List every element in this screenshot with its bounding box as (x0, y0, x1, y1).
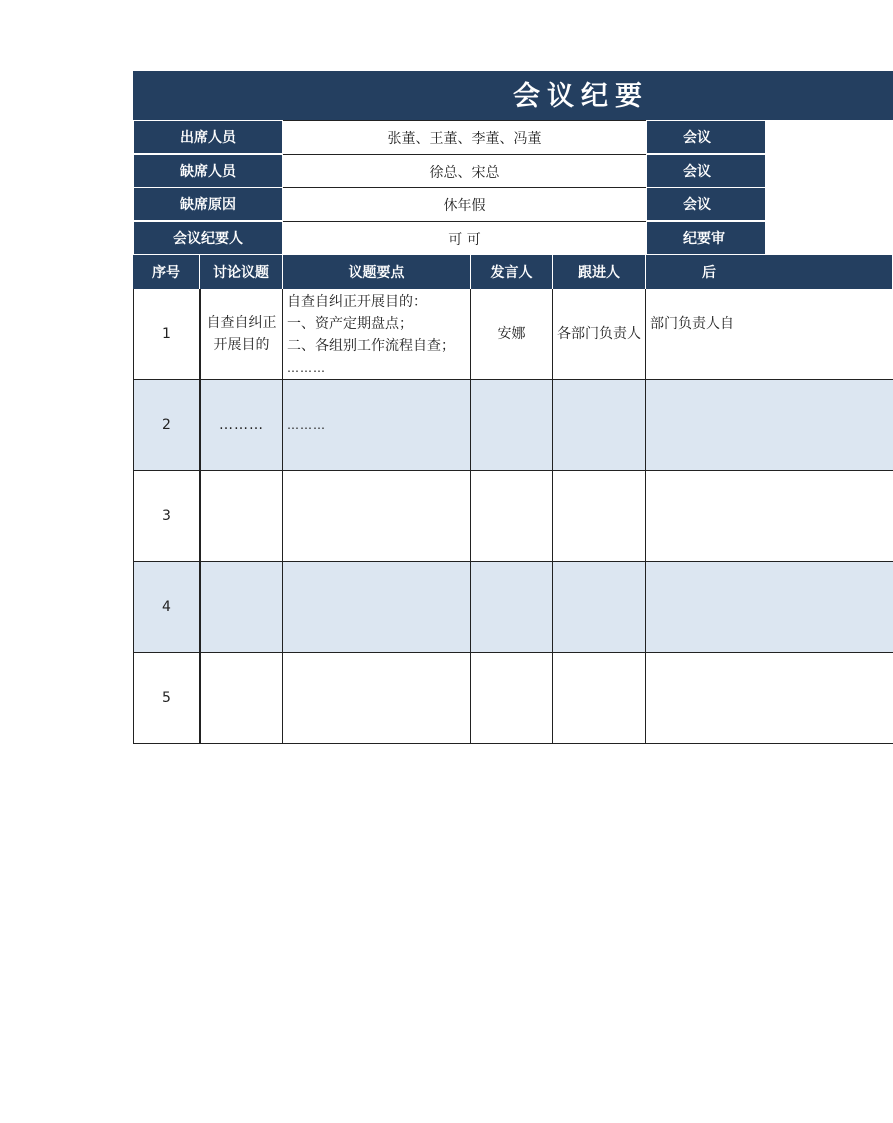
speaker-cell[interactable] (471, 653, 553, 743)
info-value[interactable]: 徐总、宋总 (283, 154, 646, 188)
follower-cell[interactable] (553, 562, 646, 652)
info-value[interactable]: 休年假 (283, 187, 646, 221)
row-number-cell[interactable]: 3 (133, 471, 200, 561)
points-cell[interactable] (283, 653, 471, 743)
info-label: 缺席原因 (133, 187, 283, 221)
info-label: 会议纪要人 (133, 221, 283, 255)
points-cell[interactable] (283, 380, 471, 470)
speaker-cell[interactable] (471, 380, 553, 470)
title-bar (133, 71, 893, 121)
info-label: 缺席人员 (133, 154, 283, 188)
topic-cell[interactable]: 自查自纠正开展目的 (200, 289, 283, 379)
column-header[interactable]: 跟进人 (553, 255, 646, 289)
table-row (133, 289, 893, 380)
points-cell[interactable] (283, 289, 471, 379)
info-right-label: 会议 (646, 120, 766, 154)
column-header[interactable]: 讨论议题 (200, 255, 283, 289)
points-cell[interactable] (283, 562, 471, 652)
row-number-cell[interactable]: 2 (133, 380, 200, 470)
followup-cell[interactable] (646, 380, 893, 470)
info-label: 出席人员 (133, 120, 283, 154)
follower-cell[interactable] (553, 380, 646, 470)
speaker-cell[interactable] (471, 562, 553, 652)
topic-cell[interactable] (200, 562, 283, 652)
point-line: 自查自纠正开展目的： (287, 294, 427, 310)
followup-cell[interactable] (646, 471, 893, 561)
info-value[interactable]: 张董、王董、李董、冯董 (283, 120, 646, 154)
point-line: 一、资产定期盘点； (287, 316, 413, 332)
points-cell[interactable] (283, 471, 471, 561)
table-row (133, 380, 893, 471)
followup-cell[interactable] (646, 562, 893, 652)
followup-cell[interactable] (646, 653, 893, 743)
point-line: ……… (287, 418, 326, 432)
meeting-minutes-sheet (133, 71, 734, 743)
topic-cell[interactable]: ……… (200, 380, 283, 470)
table-row (133, 653, 893, 744)
info-right-label: 会议 (646, 154, 766, 188)
follower-cell[interactable]: 各部门负责人 (553, 289, 646, 379)
column-header[interactable]: 序号 (133, 255, 200, 289)
point-line: ……… (287, 361, 326, 375)
follower-cell[interactable] (553, 653, 646, 743)
table-row (133, 471, 893, 562)
follower-cell[interactable] (553, 471, 646, 561)
topic-cell[interactable] (200, 471, 283, 561)
speaker-cell[interactable] (471, 471, 553, 561)
speaker-cell[interactable]: 安娜 (471, 289, 553, 379)
topic-cell[interactable] (200, 653, 283, 743)
row-number-cell[interactable]: 1 (133, 289, 200, 379)
row-number-cell[interactable]: 4 (133, 562, 200, 652)
point-line: 二、各组别工作流程自查； (287, 338, 455, 354)
column-header[interactable]: 发言人 (471, 255, 553, 289)
column-header[interactable]: 议题要点 (283, 255, 471, 289)
info-value[interactable]: 可 可 (283, 221, 646, 255)
info-right-label: 纪要审 (646, 221, 766, 255)
info-right-label: 会议 (646, 187, 766, 221)
table-row (133, 562, 893, 653)
column-header[interactable]: 后 (646, 255, 893, 289)
row-number-cell[interactable]: 5 (133, 653, 200, 743)
followup-cell[interactable]: 部门负责人自 (650, 316, 734, 332)
page-title: 会议纪要 (513, 81, 649, 112)
